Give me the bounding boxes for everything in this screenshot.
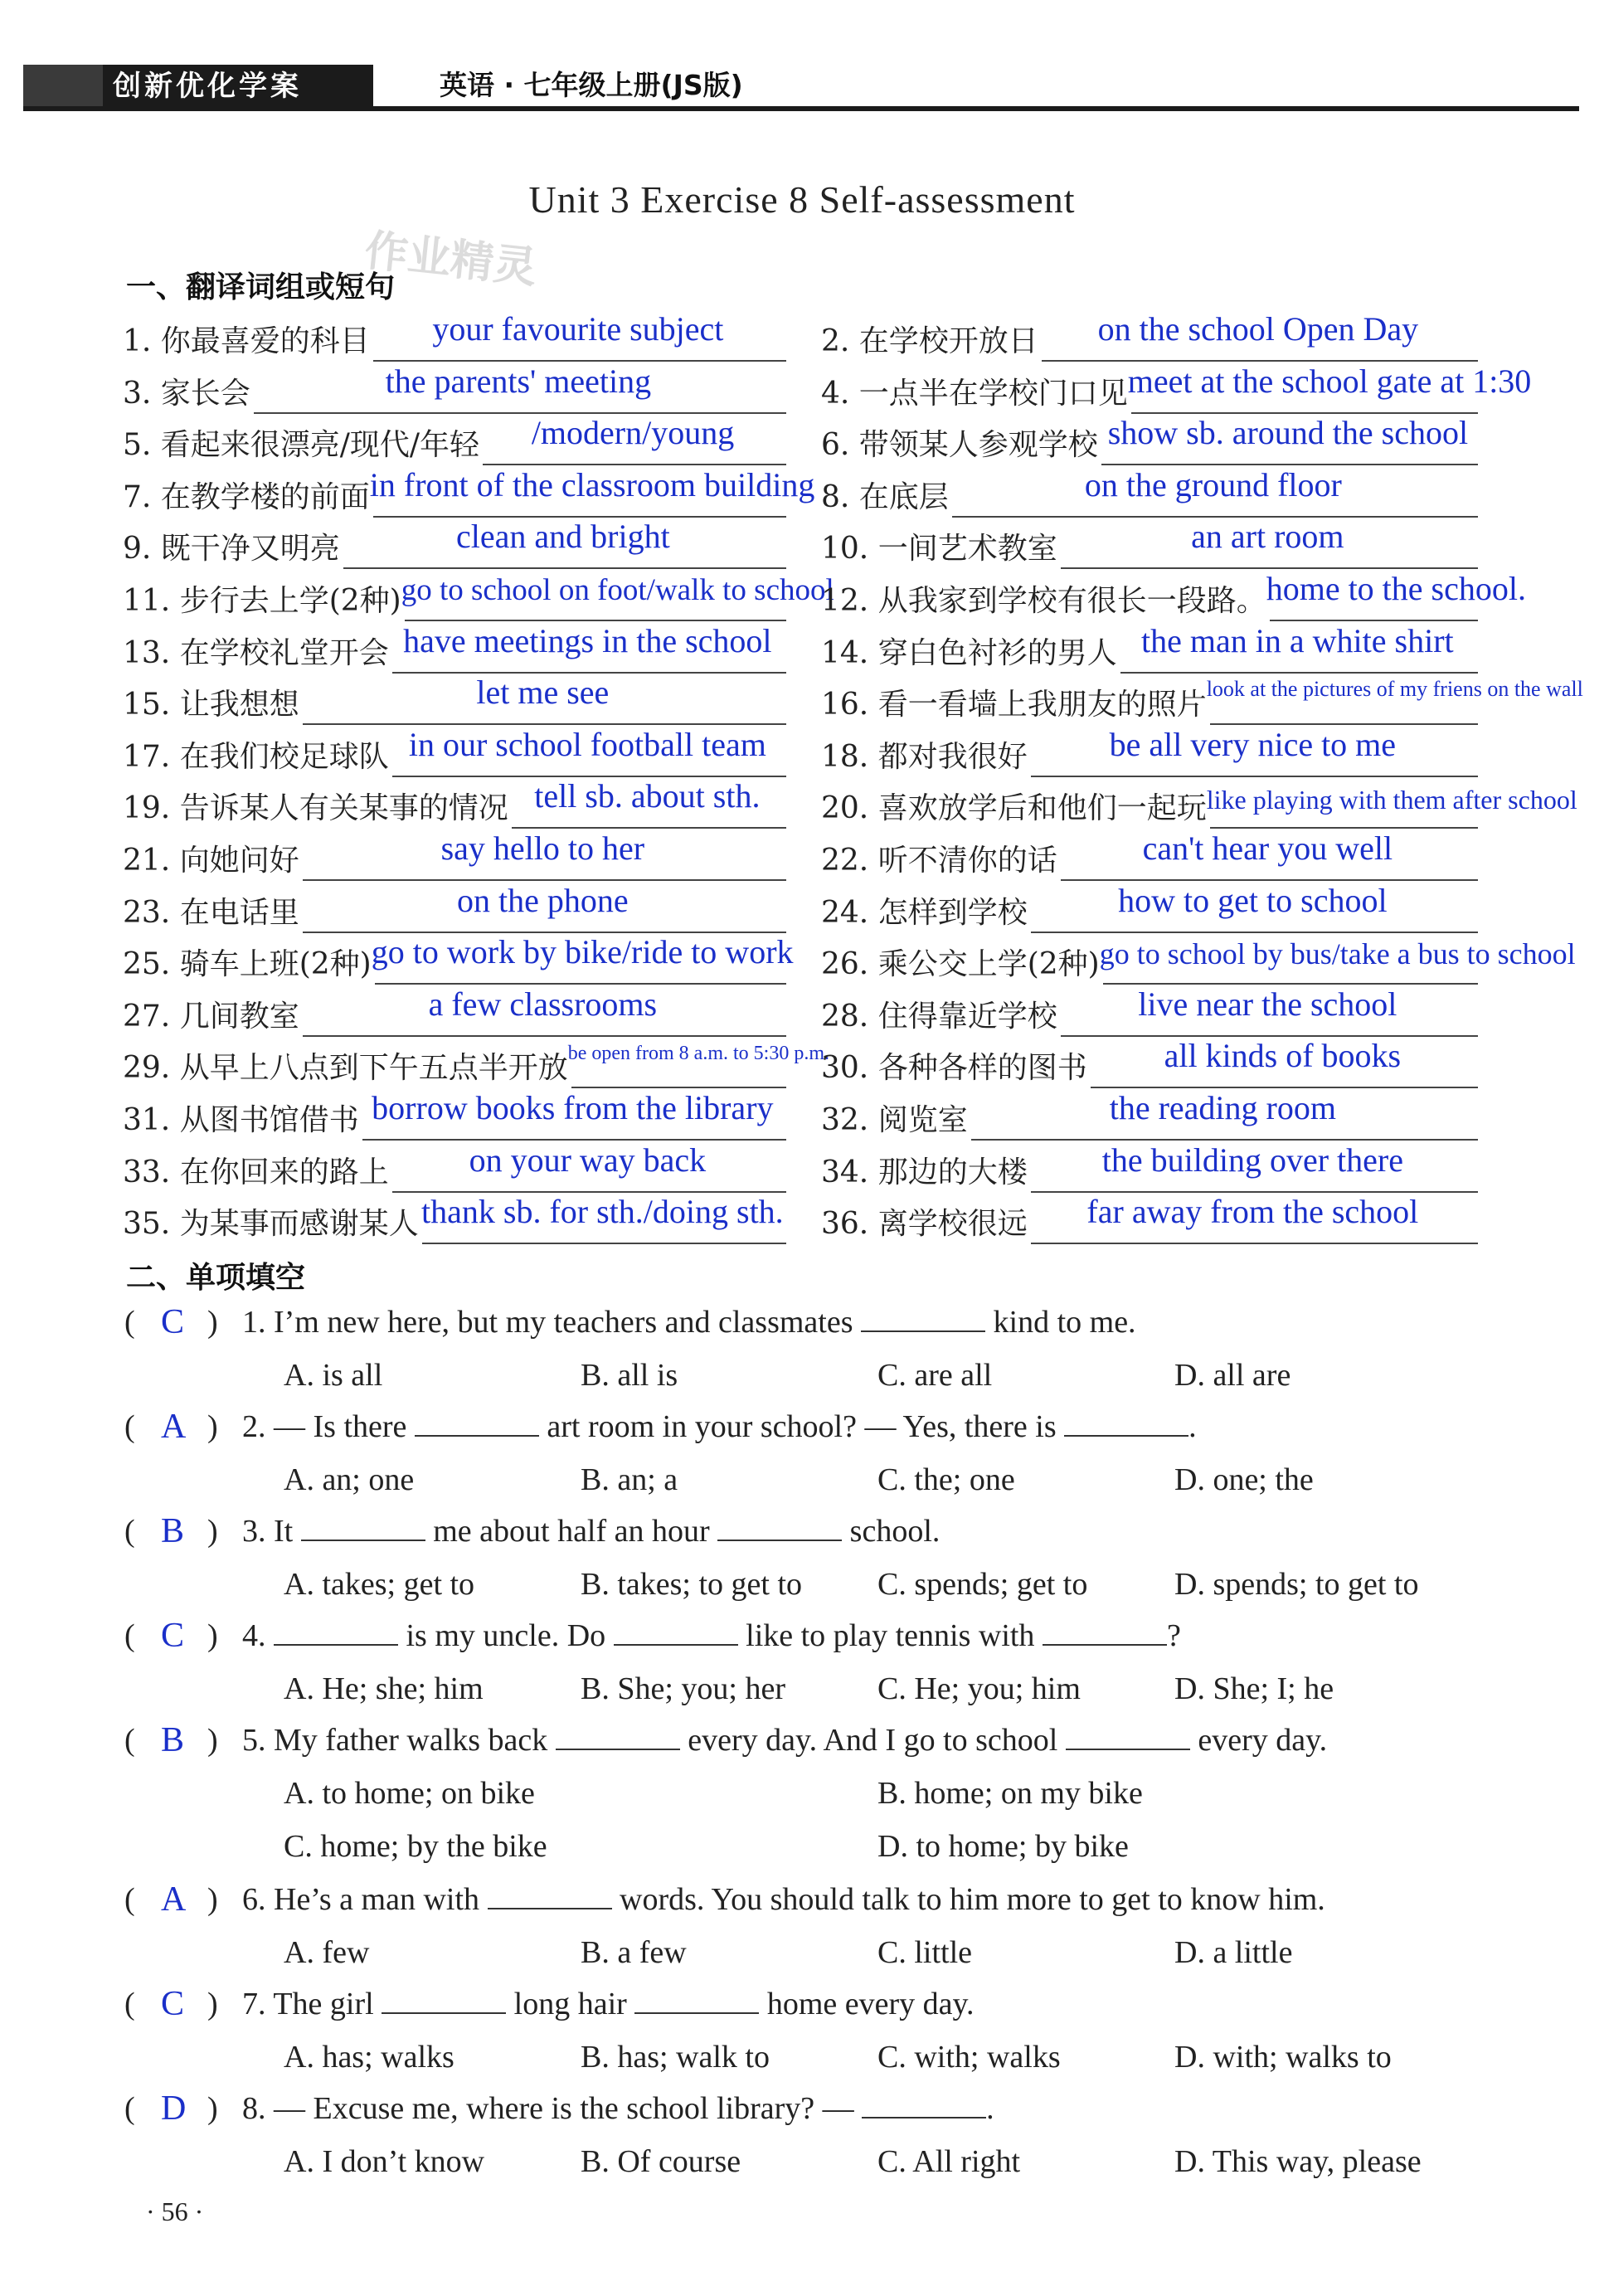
option-b: B. an; a [581,1462,678,1497]
stem-text: 7. The girl [242,1987,382,2021]
translation-item [821,310,1478,363]
option-b: B. She; you; her [581,1671,785,1706]
option-a: A. takes; get to [284,1567,475,1602]
translation-item [821,1193,1478,1246]
choice-question [124,1722,1584,1772]
handwritten-answer: in our school football team [408,725,766,763]
translation-item [123,310,786,363]
bracket-open: ( [124,1987,135,2021]
choice-question [124,1617,1584,1667]
answer-line [303,1035,786,1037]
translation-item [821,725,1478,779]
stem-text: 4. [242,1618,274,1653]
translation-item [821,465,1478,519]
choice-question [124,1881,1584,1931]
bracket-close: ) [207,1305,218,1340]
stem-text: . [986,2091,994,2126]
translation-item [821,362,1532,416]
translation-item [821,985,1478,1039]
option-c: C. the; one [877,1462,1015,1497]
item-prompt: 27. 几间教室 [123,999,299,1034]
translation-item [123,1193,786,1246]
handwritten-answer: can't hear you well [1142,829,1393,867]
handwritten-answer: be all very nice to me [1109,725,1397,763]
option-a: A. an; one [284,1462,415,1497]
handwritten-answer: on the ground floor [1084,465,1342,503]
stem-text: like to play tennis with [737,1618,1043,1653]
stem-text: school. [842,1514,941,1549]
item-prompt: 9. 既干净又明亮 [123,532,340,567]
question-stem [242,1304,1136,1340]
option-d: D. a little [1174,1935,1293,1970]
translation-item [123,414,786,467]
item-prompt: 23. 在电话里 [123,895,299,930]
option-b: B. home; on my bike [877,1776,1143,1811]
question-stem [242,1986,975,2022]
translation-item [123,465,815,519]
handwritten-answer: /modern/young [531,414,735,452]
stem-text: 2. — Is there [242,1409,415,1444]
bracket-open: ( [124,2091,135,2126]
item-prompt: 17. 在我们校足球队 [123,739,389,774]
option-b: B. takes; to get to [581,1567,803,1602]
chosen-answer: A [161,1880,187,1919]
item-prompt: 30. 各种各样的图书 [821,1051,1087,1086]
item-prompt: 6. 带领某人参观学校 [821,428,1098,463]
answer-blank [556,1724,680,1750]
handwritten-answer: be open from 8 a.m. to 5:30 p.m. [567,1043,829,1065]
page-title: Unit 3 Exercise 8 Self-assessment [528,178,1076,221]
item-prompt: 8. 在底层 [821,479,949,514]
handwritten-answer: like playing with them after school [1206,785,1577,815]
item-prompt: 26. 乘公交上学(2种) [821,947,1100,982]
option-a: A. has; walks [284,2040,454,2075]
translation-item [123,881,786,935]
translation-item [123,1040,829,1090]
stem-text: 3. It [242,1514,301,1549]
handwritten-answer: on the phone [457,881,629,919]
handwritten-answer: all kinds of books [1164,1037,1402,1075]
bracket-close: ) [207,1618,218,1653]
handwritten-answer: how to get to school [1118,881,1388,919]
question-stem [242,1722,1327,1758]
handwritten-answer: in front of the classroom building [369,465,815,503]
stem-text: me about half an hour [425,1514,718,1549]
chosen-answer: C [161,1985,185,2023]
item-prompt: 11. 步行去上学(2种) [123,584,401,618]
stem-text: 1. I’m new here, but my teachers and classmates [242,1305,862,1340]
handwritten-answer: clean and bright [456,518,670,556]
stem-text: is my uncle. Do [398,1618,614,1653]
answer-line [1120,672,1478,674]
handwritten-answer: home to the school. [1266,570,1526,607]
bracket-close: ) [207,1987,218,2021]
handwritten-answer: show sb. around the school [1107,414,1469,452]
translation-item [821,829,1478,883]
item-prompt: 25. 骑车上班(2种) [123,947,372,982]
item-prompt: 33. 在你回来的路上 [123,1155,389,1189]
answer-line [422,1243,786,1244]
stem-text: long hair [506,1987,635,2021]
option-b: B. Of course [581,2144,741,2179]
option-a: A. few [284,1935,370,1970]
item-prompt: 24. 怎样到学校 [821,895,1028,930]
item-prompt: 4. 一点半在学校门口见 [821,376,1128,411]
translation-item [821,881,1478,935]
item-prompt: 20. 喜欢放学后和他们一起玩 [821,791,1207,826]
option-b: B. a few [581,1935,687,1970]
translation-item [123,1141,786,1194]
bracket-close: ) [207,1409,218,1444]
question-stem [242,1617,1181,1654]
stem-text: kind to me. [985,1305,1136,1340]
translation-item [821,677,1583,727]
option-b: B. has; walk to [581,2040,770,2075]
option-d: D. with; walks to [1174,2040,1392,2075]
handwritten-answer: your favourite subject [432,310,724,348]
item-prompt: 14. 穿白色衬衫的男人 [821,635,1117,670]
answer-blank [382,1987,506,2014]
question-stem [242,1408,1197,1445]
bracket-open: ( [124,1723,135,1758]
item-prompt: 7. 在教学楼的前面 [123,479,370,514]
stem-text: every day. [1189,1723,1328,1758]
translation-item [123,362,786,416]
translation-item [821,518,1478,571]
item-prompt: 2. 在学校开放日 [821,324,1038,358]
chosen-answer: B [161,1721,185,1759]
handwritten-answer: let me see [476,674,610,712]
answer-blank [861,1306,985,1332]
handwritten-answer: go to work by bike/ride to work [371,933,794,971]
bracket-open: ( [124,1409,135,1444]
stem-text: ? [1166,1618,1181,1653]
translation-item [123,518,786,571]
section-2-heading: 二、单项填空 [126,1261,306,1295]
answer-blank [488,1883,612,1909]
question-stem [242,2090,994,2127]
answer-line [1031,776,1478,777]
handwritten-answer: on your way back [469,1141,707,1179]
answer-blank [862,2092,986,2118]
option-c: C. are all [877,1358,993,1393]
choice-question [124,1986,1584,2036]
handwritten-answer: go to school on foot/walk to school [401,573,834,607]
answer-blank [614,1619,738,1646]
stem-text: 8. — Excuse me, where is the school library? — [242,2091,863,2126]
question-stem [242,1881,1325,1918]
stem-text: 6. He’s a man with [242,1882,488,1917]
translation-item [821,621,1478,675]
option-c: C. home; by the bike [284,1829,547,1864]
choice-question [124,2090,1584,2140]
item-prompt: 1. 你最喜爱的科目 [123,324,370,358]
option-d: D. all are [1174,1358,1291,1393]
answer-line [1031,1243,1478,1244]
item-prompt: 32. 阅览室 [821,1103,968,1137]
translation-item [123,1089,786,1142]
item-prompt: 36. 离学校很远 [821,1207,1028,1242]
stem-text: 5. My father walks back [242,1723,556,1758]
chosen-answer: A [161,1408,187,1446]
translation-item [821,570,1526,623]
handwritten-answer: on the school Open Day [1097,310,1419,348]
choice-question [124,1304,1584,1354]
option-c: C. little [877,1935,972,1970]
handwritten-answer: the building over there [1101,1141,1403,1179]
handwritten-answer: look at the pictures of my friens on the wall [1206,677,1583,702]
bracket-open: ( [124,1514,135,1549]
item-prompt: 29. 从早上八点到下午五点半开放 [123,1051,568,1086]
bracket-close: ) [207,2091,218,2126]
translation-item [821,936,1576,986]
item-prompt: 18. 都对我很好 [821,739,1028,774]
item-prompt: 3. 家长会 [123,376,250,411]
handwritten-answer: the man in a white shirt [1141,621,1454,659]
option-d: D. to home; by bike [877,1829,1129,1864]
handwritten-answer: far away from the school [1086,1193,1419,1231]
stem-text: . [1188,1409,1197,1444]
chosen-answer: B [161,1512,185,1550]
stem-text: words. You should talk to him more to get to know him. [611,1882,1325,1917]
book-logo: 创新优化学案 [23,65,373,108]
item-prompt: 35. 为某事而感谢某人 [123,1207,419,1242]
item-prompt: 16. 看一看墙上我朋友的照片 [821,688,1207,722]
stem-text: every day. And I go to school [679,1723,1066,1758]
translation-item [123,933,794,986]
handwritten-answer: say hello to her [440,829,645,867]
option-a: A. He; she; him [284,1671,484,1706]
translation-item [821,1037,1478,1090]
answer-blank [1064,1410,1188,1437]
stem-text: art room in your school? — Yes, there is [538,1409,1065,1444]
stem-text: home every day. [759,1987,975,2021]
handwritten-answer: meet at the school gate at 1:30 [1127,362,1532,400]
option-c: C. All right [877,2144,1021,2179]
chosen-answer: C [161,1303,185,1341]
answer-line [343,567,786,569]
answer-blank [301,1515,425,1541]
bracket-open: ( [124,1618,135,1653]
item-prompt: 28. 住得靠近学校 [821,999,1057,1034]
answer-line [1031,932,1478,933]
option-c: C. with; walks [877,2040,1061,2075]
translation-item [821,414,1478,467]
watermark: 作业精灵 [362,226,540,294]
handwritten-answer: go to school by bus/take a bus to school [1099,937,1576,971]
choice-question [124,1408,1584,1458]
item-prompt: 15. 让我想想 [123,688,299,722]
handwritten-answer: the reading room [1109,1089,1336,1126]
option-d: D. This way, please [1174,2144,1422,2179]
question-stem [242,1513,940,1549]
bracket-open: ( [124,1305,135,1340]
answer-blank [634,1987,759,2014]
translation-item [821,1141,1478,1194]
page-number: · 56 · [146,2196,204,2226]
translation-item [821,781,1577,830]
item-prompt: 22. 听不清你的话 [821,844,1057,878]
translation-item [123,985,786,1039]
bracket-close: ) [207,1882,218,1917]
item-prompt: 12. 从我家到学校有很长一段路。 [821,584,1266,618]
option-d: D. one; the [1174,1462,1314,1497]
item-prompt: 5. 看起来很漂亮/现代/年轻 [123,428,480,463]
item-prompt: 10. 一间艺术教室 [821,532,1057,567]
answer-blank [415,1410,539,1437]
item-prompt: 34. 那边的大楼 [821,1155,1028,1189]
page-header [23,65,1579,108]
translation-item [123,725,786,779]
answer-blank [1066,1724,1190,1750]
handwritten-answer: thank sb. for sth./doing sth. [421,1193,784,1231]
translation-item [123,674,786,727]
chosen-answer: C [161,1617,185,1655]
answer-blank [1043,1619,1167,1646]
handwritten-answer: live near the school [1138,985,1397,1023]
option-c: C. He; you; him [877,1671,1081,1706]
bracket-open: ( [124,1882,135,1917]
answer-blank [274,1619,398,1646]
bracket-close: ) [207,1514,218,1549]
header-rule [23,106,1579,111]
translation-item [123,829,786,883]
item-prompt: 31. 从图书馆借书 [123,1103,359,1137]
translation-item [821,1089,1478,1142]
item-prompt: 13. 在学校礼堂开会 [123,635,389,670]
choice-question [124,1513,1584,1563]
translation-item [123,573,834,623]
handwritten-answer: have meetings in the school [403,621,772,659]
bracket-close: ) [207,1723,218,1758]
option-a: A. is all [284,1358,383,1393]
handwritten-answer: the parents' meeting [385,362,652,400]
item-prompt: 19. 告诉某人有关某事的情况 [123,791,508,826]
chosen-answer: D [161,2089,187,2128]
handwritten-answer: a few classrooms [428,985,658,1023]
handwritten-answer: borrow books from the library [372,1089,774,1126]
item-prompt: 21. 向她问好 [123,844,299,878]
translation-item [123,777,786,830]
book-subject: 英语 · 七年级上册(JS版) [440,69,743,101]
option-c: C. spends; get to [877,1567,1088,1602]
translation-item [123,621,786,675]
answer-blank [717,1515,842,1541]
option-b: B. all is [581,1358,678,1393]
option-a: A. to home; on bike [284,1776,535,1811]
section-1-heading: 一、翻译词组或短句 [126,270,396,304]
option-d: D. spends; to get to [1174,1567,1419,1602]
option-a: A. I don’t know [284,2144,485,2179]
handwritten-answer: an art room [1191,518,1344,556]
option-d: D. She; I; he [1174,1671,1334,1706]
handwritten-answer: tell sb. about sth. [534,777,761,815]
